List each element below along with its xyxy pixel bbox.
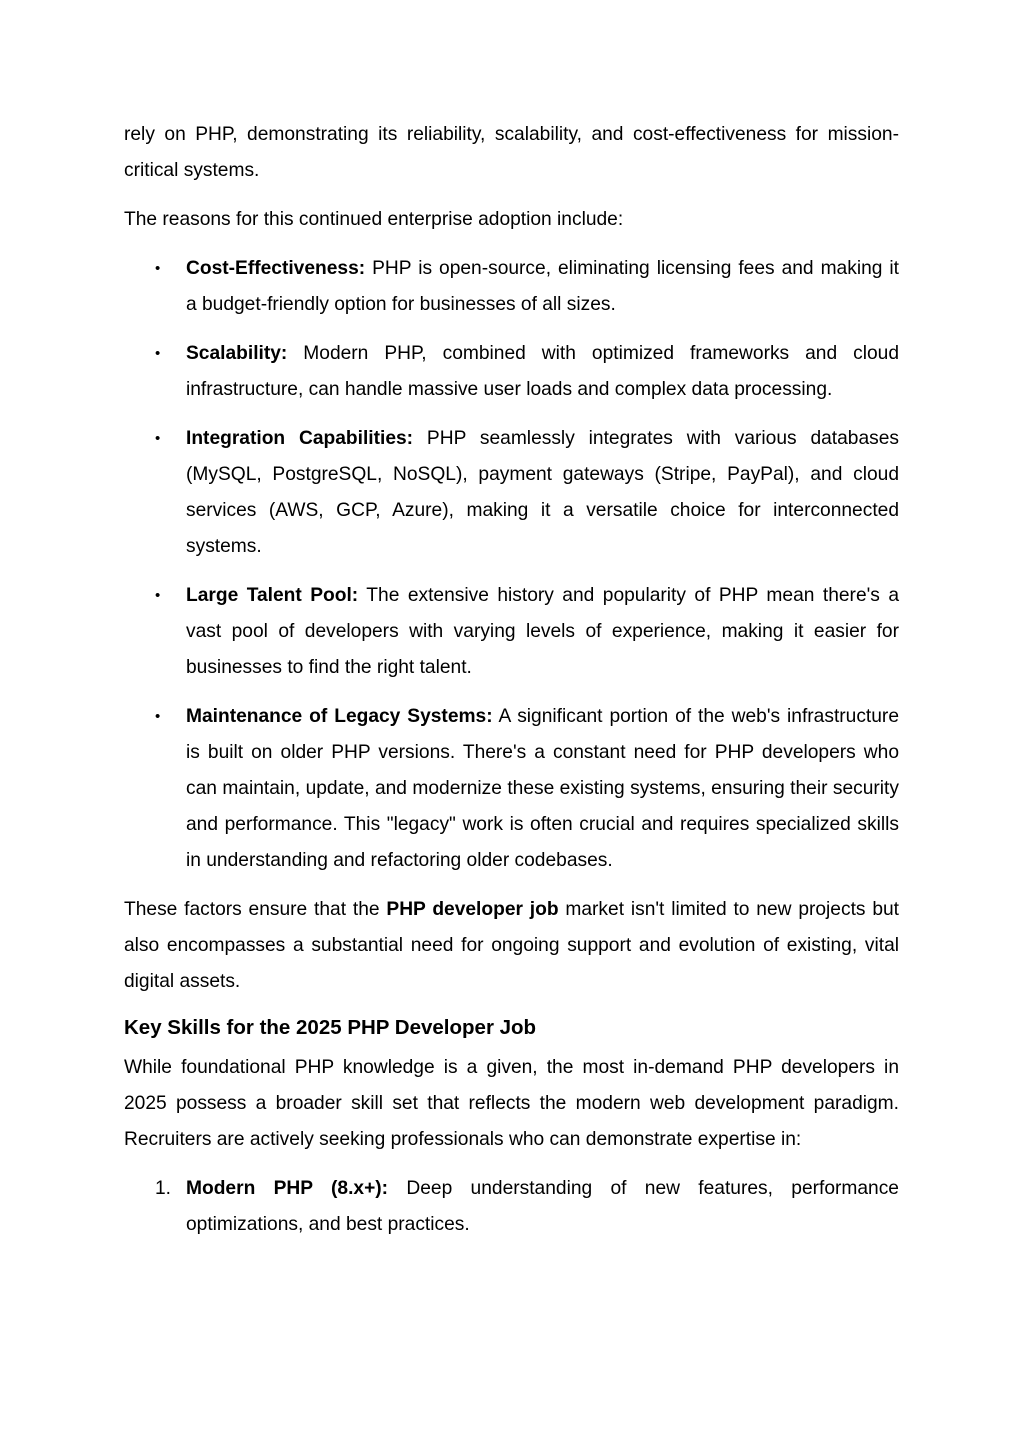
list-item-text: Deep understanding of new features, performance optimizations, and best practices. [186,1178,899,1235]
list-item-term: Large Talent Pool: [186,585,359,606]
list-item [124,251,899,323]
list-item-text: PHP seamlessly integrates with various databases (MySQL, PostgreSQL, NoSQL), payment gateways (Stripe, PayPal), and cloud services (AWS, GCP, Azure), making it a versatile choice for interconnected systems. [186,428,899,557]
list-item-number: 1. [155,1178,172,1199]
list-item [124,1171,899,1243]
list-item-term: Cost-Effectiveness: [186,258,366,279]
skills-intro-paragraph: While foundational PHP knowledge is a given, the most in-demand PHP developers in 2025 possess a broader skill set that reflects the modern web development paradigm. Recruiters are actively seeking professionals who can demonstrate expertise in: [124,1057,899,1150]
list-item [124,578,899,686]
factors-text-after: market isn't limited to new projects but also encompasses a substantial need for ongoing support and evolution of existing, vital digital assets. [124,899,899,992]
list-item-term: Maintenance of Legacy Systems: [186,706,493,727]
bullet-icon: • [155,260,161,277]
list-item-term: Modern PHP (8.x+): [186,1178,389,1199]
list-item [124,421,899,565]
list-item [124,336,899,408]
list-item-text: A significant portion of the web's infrastructure is built on older PHP versions. There's a constant need for PHP developers who can maintain, update, and modernize these existing systems, ensuring their security and performance. This "legacy" work is often crucial and requires specialized skills in understanding and refactoring older codebases. [186,706,899,871]
list-item-text: Modern PHP, combined with optimized frameworks and cloud infrastructure, can handle massive user loads and complex data processing. [186,343,899,400]
list-item-term: Integration Capabilities: [186,428,414,449]
factors-text-before: These factors ensure that the [124,899,387,920]
factors-bold-phrase: PHP developer job [386,899,559,920]
bullet-icon: • [155,345,161,362]
section-heading: Key Skills for the 2025 PHP Developer Job [124,1016,537,1039]
list-item [124,699,899,879]
document-page [124,117,899,1243]
factors-paragraph [124,892,899,1000]
list-item-term: Scalability: [186,343,288,364]
bullet-icon: • [155,430,161,447]
skills-list [124,1171,899,1243]
reasons-intro-paragraph: The reasons for this continued enterprise adoption include: [124,209,624,230]
list-item-text: The extensive history and popularity of PHP mean there's a vast pool of developers with varying levels of experience, making it easier for businesses to find the right talent. [186,585,900,678]
intro-continuation-paragraph: rely on PHP, demonstrating its reliability, scalability, and cost-effectiveness for mission-critical systems. [124,124,899,181]
bullet-icon: • [155,708,161,725]
list-item-text: PHP is open-source, eliminating licensing fees and making it a budget-friendly option for businesses of all sizes. [186,258,899,315]
bullet-icon: • [155,587,161,604]
reasons-list [124,251,899,879]
